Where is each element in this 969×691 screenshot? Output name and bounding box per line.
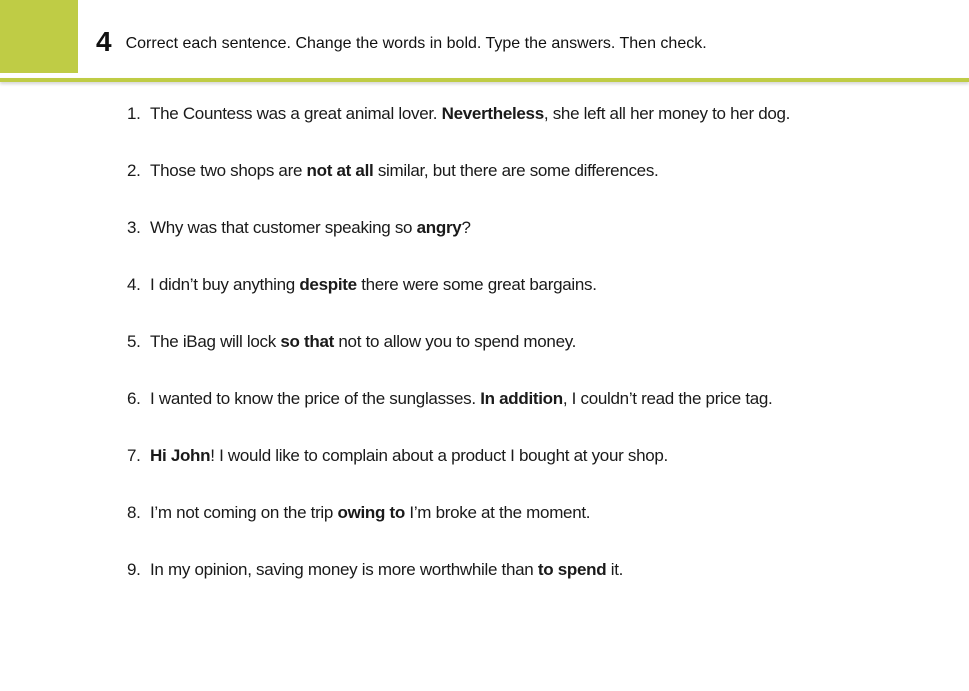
- sentence-number: 6.: [127, 389, 141, 408]
- sentence-text-after: ! I would like to complain about a product I bought at your shop.: [210, 446, 668, 465]
- sentence-bold-phrase: owing to: [337, 503, 405, 522]
- sentence-item-3: [127, 218, 790, 275]
- sentence-text-after: similar, but there are some differences.: [373, 161, 659, 180]
- sentence-item-4: [127, 275, 790, 332]
- sentence-number: 1.: [127, 104, 141, 123]
- sentence-text-before: I’m not coming on the trip: [150, 503, 338, 522]
- sentence-item-7: [127, 446, 790, 503]
- sentence-text: [150, 275, 597, 295]
- sentence-text-before: I wanted to know the price of the sunglasses.: [150, 389, 481, 408]
- sentence-number: 3.: [127, 218, 141, 237]
- sentence-text: [150, 503, 590, 523]
- sentence-bold-phrase: In addition: [480, 389, 563, 408]
- exercise-instruction: Correct each sentence. Change the words in bold. Type the answers. Then check.: [125, 35, 707, 52]
- sentence-text-before: In my opinion, saving money is more worthwhile than: [150, 560, 538, 579]
- sentence-text-before: Why was that customer speaking so: [150, 218, 417, 237]
- sentence-bold-phrase: so that: [280, 332, 334, 351]
- sentence-bold-phrase: despite: [299, 275, 357, 294]
- sentence-text-after: it.: [606, 560, 624, 579]
- sentence-text-after: ?: [461, 218, 471, 237]
- header-accent-block: [0, 0, 78, 73]
- sentence-number: 4.: [127, 275, 141, 294]
- sentence-number: 5.: [127, 332, 141, 351]
- sentence-text-after: there were some great bargains.: [356, 275, 597, 294]
- sentence-number: 2.: [127, 161, 141, 180]
- sentence-text-after: , I couldn’t read the price tag.: [562, 389, 773, 408]
- sentence-text: [150, 218, 471, 238]
- sentence-number: 8.: [127, 503, 141, 522]
- sentence-text: [150, 104, 790, 124]
- sentence-text-before: I didn’t buy anything: [150, 275, 300, 294]
- sentence-text-before: The iBag will lock: [150, 332, 281, 351]
- sentence-text-before: Those two shops are: [150, 161, 307, 180]
- sentence-item-6: [127, 389, 790, 446]
- sentence-text: [150, 446, 668, 466]
- sentence-bold-phrase: not at all: [306, 161, 374, 180]
- sentence-text-after: I’m broke at the moment.: [404, 503, 591, 522]
- sentence-item-2: [127, 161, 790, 218]
- sentence-text: [150, 161, 658, 181]
- sentence-text-after: not to allow you to spend money.: [333, 332, 577, 351]
- sentence-list: [127, 104, 790, 617]
- sentence-text: [150, 560, 623, 580]
- sentence-item-9: [127, 560, 790, 617]
- sentence-text-before: The Countess was a great animal lover.: [150, 104, 442, 123]
- sentence-text-after: , she left all her money to her dog.: [543, 104, 791, 123]
- exercise-header: [96, 22, 707, 62]
- header-divider: [0, 78, 969, 82]
- sentence-bold-phrase: Nevertheless: [441, 104, 544, 123]
- exercise-number: 4: [96, 26, 112, 57]
- sentence-text: [150, 332, 576, 352]
- sentence-item-5: [127, 332, 790, 389]
- sentence-text: [150, 389, 772, 409]
- sentence-item-1: [127, 104, 790, 161]
- sentence-bold-phrase: to spend: [537, 560, 607, 579]
- sentence-bold-phrase: Hi John: [150, 446, 211, 465]
- sentence-number: 7.: [127, 446, 141, 465]
- sentence-item-8: [127, 503, 790, 560]
- sentence-bold-phrase: angry: [416, 218, 462, 237]
- sentence-number: 9.: [127, 560, 141, 579]
